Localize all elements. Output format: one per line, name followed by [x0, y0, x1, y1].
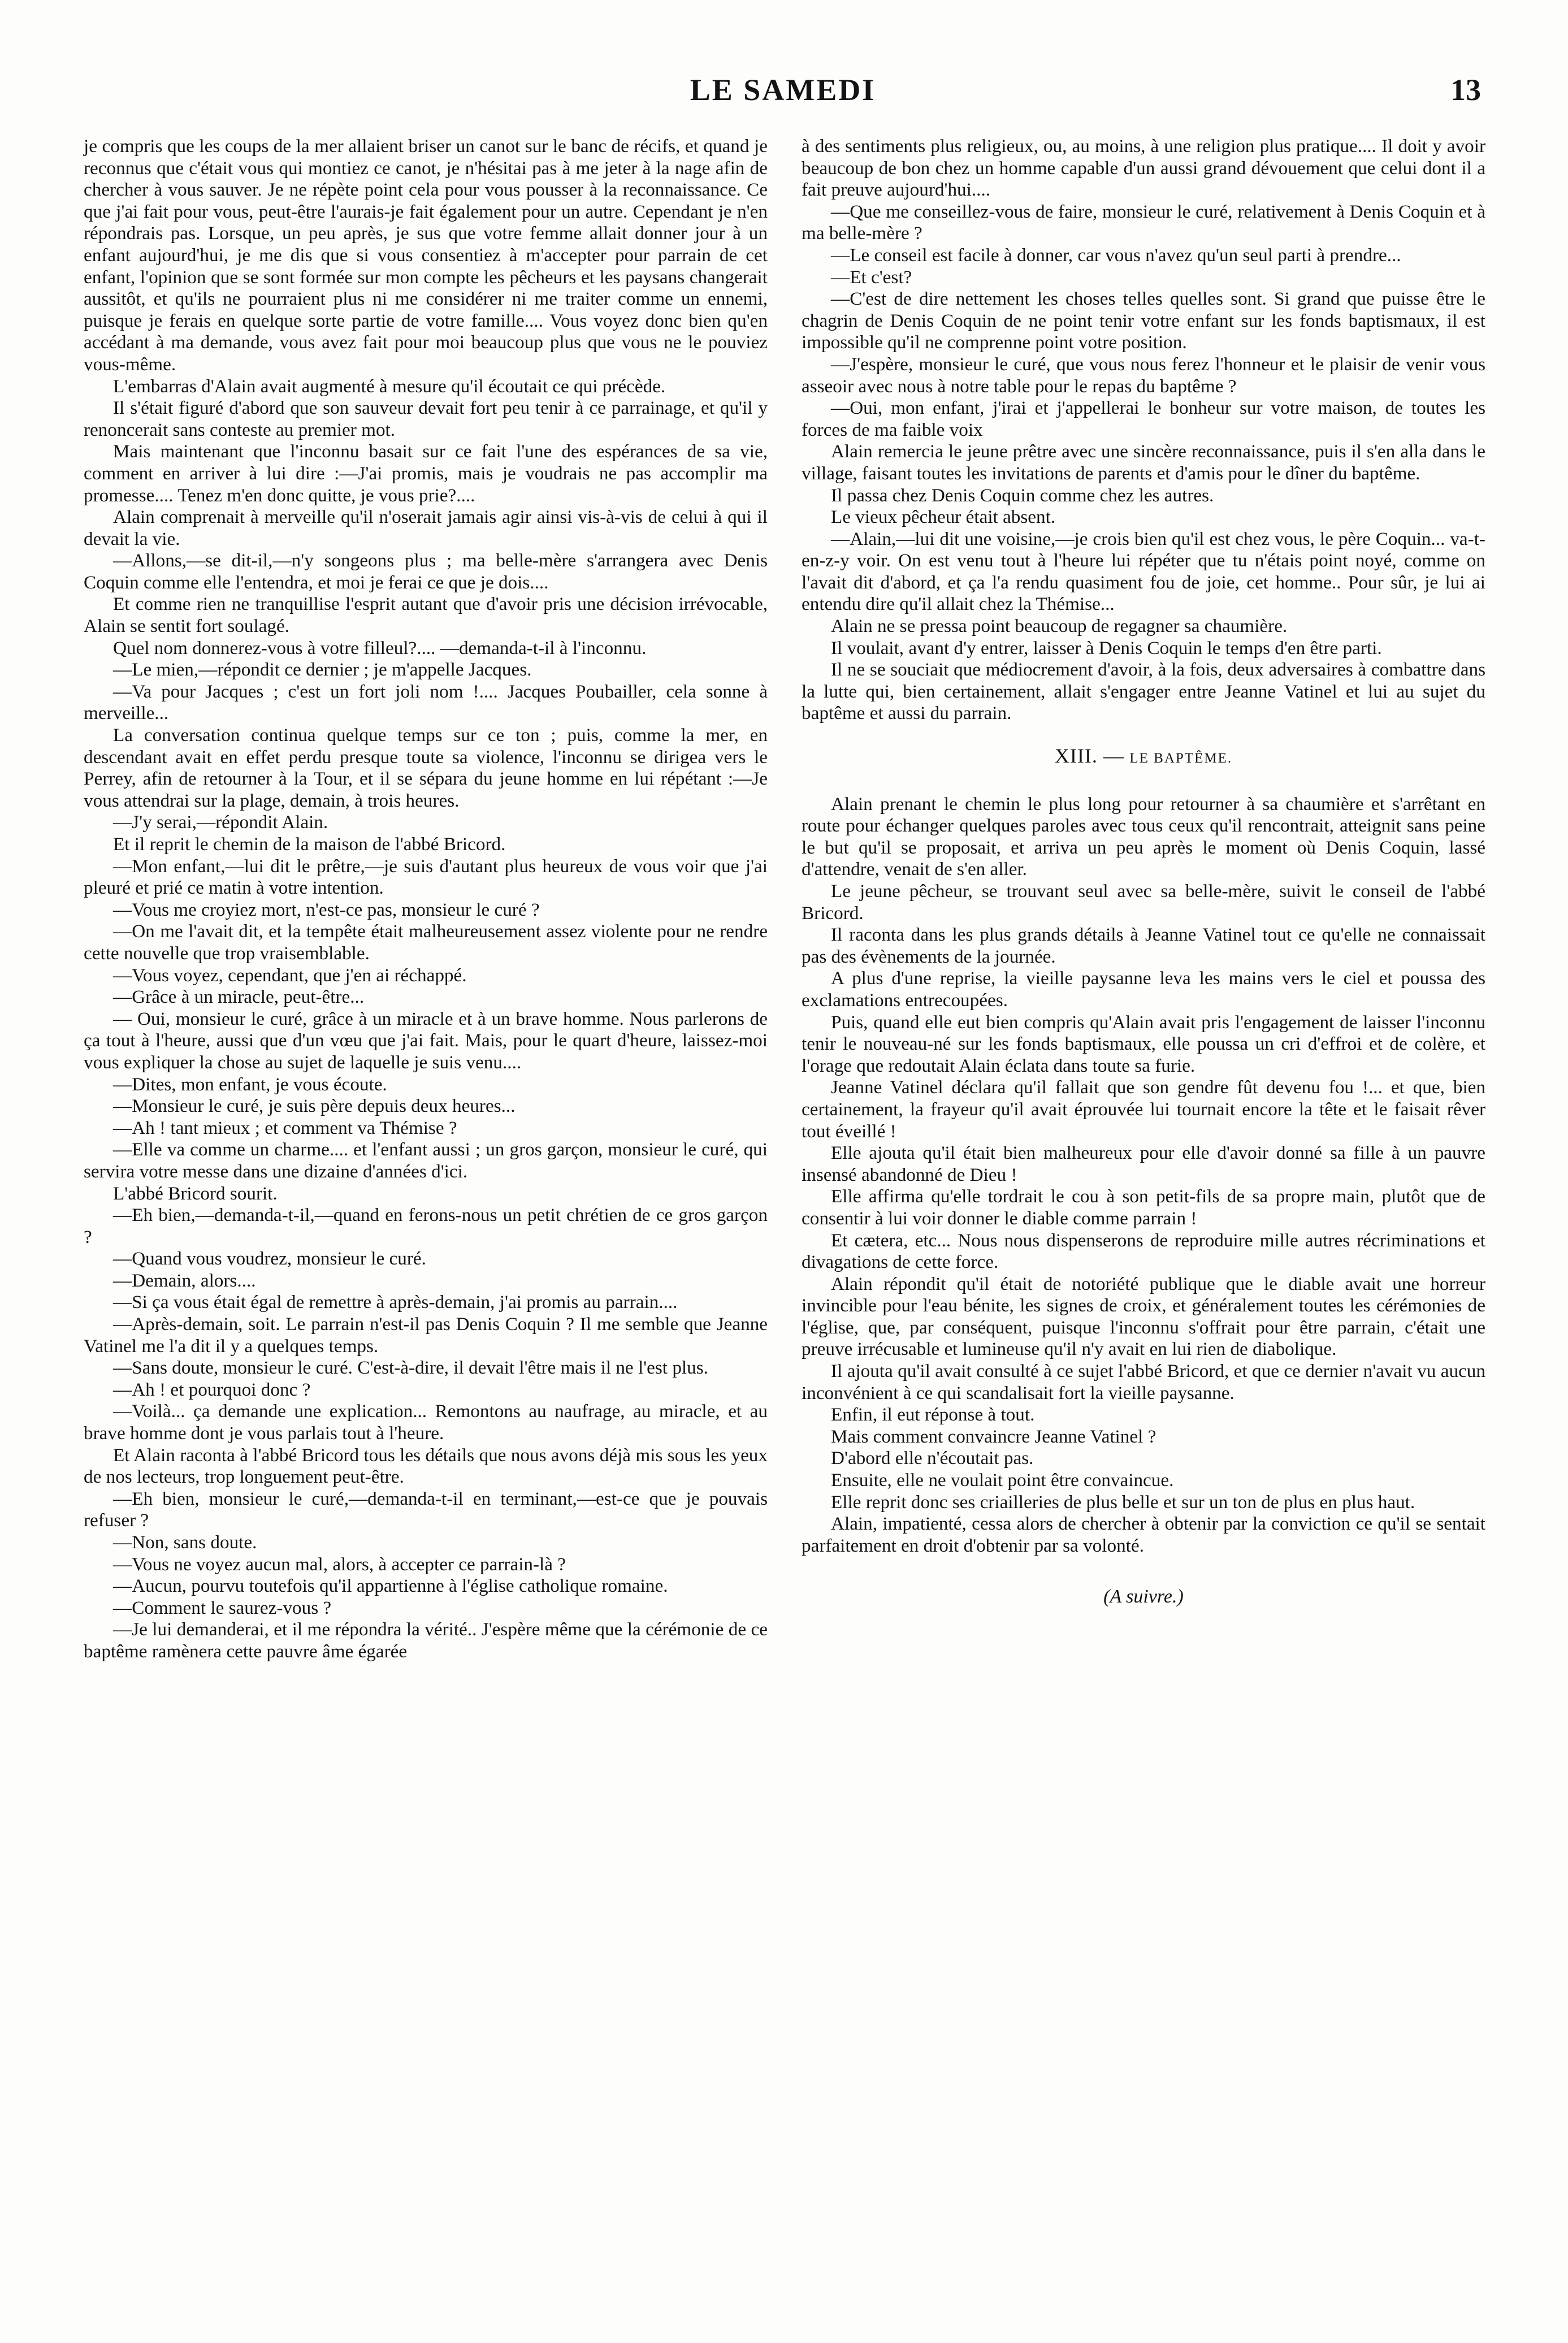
paragraph: Jeanne Vatinel déclara qu'il fallait que son gendre fût devenu fou !... et que, bien certainement, la frayeur qu'il avait éprouvée lui tournait encore la tête et le faisait rêver tout éveillé ! — [802, 1077, 1485, 1142]
paragraph: Puis, quand elle eut bien compris qu'Alain avait pris l'engagement de laisser l'inconnu tenir le nouveau-né sur les fonds baptismaux, elle poussa un cri d'effroi et de colère, et l'orage que redoutait Alain éclata dans toute sa furie. — [802, 1011, 1485, 1076]
paragraph: Le jeune pêcheur, se trouvant seul avec sa belle-mère, suivit le conseil de l'abbé Bricord. — [802, 881, 1485, 924]
chapter-heading — [802, 745, 1485, 770]
paragraph: —Oui, mon enfant, j'irai et j'appellerai le bonheur sur votre maison, de toutes les forces de ma faible voix — [802, 397, 1485, 440]
paragraph: —J'y serai,—répondit Alain. — [113, 812, 328, 833]
paragraph: —Voilà... ça demande une explication... Remontons au naufrage, au miracle, et au brave homme dont je vous parlais tout à l'heure. — [84, 1401, 768, 1444]
paragraph: —Si ça vous était égal de remettre à après-demain, j'ai promis au parrain.... — [113, 1292, 678, 1313]
paragraph: —Non, sans doute. — [113, 1532, 257, 1553]
page-number: 13 — [1450, 73, 1481, 107]
paragraph: —Allons,—se dit-il,—n'y songeons plus ; ma belle-mère s'arrangera avec Denis Coquin comme elle l'entendra, et moi je ferai ce que je dois.... — [84, 550, 768, 593]
paragraph: — Oui, monsieur le curé, grâce à un miracle et à un brave homme. Nous parlerons de ça tout à l'heure, aussi que d'un vœu que j'ai fait. Mais, pour le quart d'heure, laissez-moi vous expliquer la chose au sujet de laquelle je suis venu.... — [84, 1008, 768, 1073]
paragraph: —Comment le saurez-vous ? — [113, 1597, 332, 1618]
paragraph: Il ne se souciait que médiocrement d'avoir, à la fois, deux adversaires à combattre dans la lutte qui, bien certainement, allait s'engager entre Jeanne Vatinel et lui au sujet du baptême et aussi du parrain. — [802, 659, 1485, 724]
paragraph: —Va pour Jacques ; c'est un fort joli nom !.... Jacques Poubailler, cela sonne à merveille... — [84, 681, 768, 724]
paragraph: je compris que les coups de la mer allaient briser un canot sur le banc de récifs, et quand je reconnus que c'était vous qui montiez ce canot, je n'hésitai pas à me jeter à la nage afin de chercher à vous sauver. Je ne répète point cela pour vous pousser à la reconnaissance. Ce que j'ai fait pour vous, peut-être l'aurais-je fait également pour un autre. Cependant je n'en répondrais pas. Lorsque, un peu après, je sus que votre femme allait donner jour à un enfant aujourd'hui, je me dis que si vous consentiez à m'accepter pour parrain de cet enfant, l'opinion que se sont formée sur mon compte les pêcheurs et les paysans changerait aussitôt, et qu'ils ne pourraient plus ni me considérer ni me traiter comme un ennemi, puisque je ferais en quelque sorte partie de votre famille.... Vous voyez donc bien qu'en accédant à ma demande, vous avez fait pour moi beaucoup plus que vous ne le pouviez vous-même. — [84, 136, 768, 375]
paragraph: —Je lui demanderai, et il me répondra la vérité.. J'espère même que la cérémonie de ce baptême ramènera cette pauvre âme égarée — [84, 1619, 768, 1662]
paragraph: Alain répondit qu'il était de notoriété publique que le diable avait une horreur invincible pour l'eau bénite, les signes de croix, et généralement toutes les cérémonies de l'église, que, par conséquent, puisque l'inconnu s'offrait pour être parrain, c'était une preuve irrécusable et lumineuse qu'il n'y avait en lui rien de diabolique. — [802, 1273, 1485, 1360]
paragraph: Alain comprenait à merveille qu'il n'oserait jamais agir ainsi vis-à-vis de celui à qui il devait la vie. — [84, 506, 768, 549]
paragraph: L'embarras d'Alain avait augmenté à mesure qu'il écoutait ce qui précède. — [113, 375, 666, 397]
paragraph: Enfin, il eut réponse à tout. — [831, 1404, 1035, 1426]
paragraph: Elle affirma qu'elle tordrait le cou à son petit-fils de sa propre main, plutôt que de consentir à lui voir donner le diable comme parrain ! — [802, 1186, 1485, 1229]
paragraph: —Grâce à un miracle, peut-être... — [113, 986, 365, 1008]
paragraph: —Dites, mon enfant, je vous écoute. — [113, 1073, 387, 1095]
paragraph: La conversation continua quelque temps sur ce ton ; puis, comme la mer, en descendant avait en effet perdu presque toute sa violence, l'inconnu se dirigea vers le Perrey, afin de retourner à la Tour, et il se sépara du jeune homme en lui répétant :—Je vous attendrai sur la plage, demain, à trois heures. — [84, 725, 768, 811]
paragraph: Il passa chez Denis Coquin comme chez les autres. — [831, 484, 1214, 506]
paragraph: Quel nom donnerez-vous à votre filleul?.... —demanda-t-il à l'inconnu. — [113, 637, 647, 659]
paragraph: Mais maintenant que l'inconnu basait sur ce fait l'une des espérances de sa vie, comment en arriver à lui dire :—J'ai promis, mais je voudrais ne pas accomplir ma promesse.... Tenez m'en donc quitte, je vous prie?.... — [84, 441, 768, 506]
paragraph: Alain prenant le chemin le plus long pour retourner à sa chaumière et s'arrêtant en route pour échanger quelques paroles avec tous ceux qu'il rencontrait, atteignit sans peine le but qu'il se proposait, et arriva un peu après le moment où Denis Coquin, lassé d'attendre, venait de s'en aller. — [802, 793, 1485, 880]
paragraph: Il raconta dans les plus grands détails à Jeanne Vatinel tout ce qu'elle ne connaissait pas des évènements de la journée. — [802, 924, 1485, 967]
paragraph: —Vous me croyiez mort, n'est-ce pas, monsieur le curé ? — [113, 899, 540, 920]
paragraph: —Sans doute, monsieur le curé. C'est-à-dire, il devait l'être mais il ne l'est plus. — [113, 1357, 708, 1379]
paragraph: —Elle va comme un charme.... et l'enfant aussi ; un gros garçon, monsieur le curé, qui servira votre messe dans une dizaine d'années d'ici. — [84, 1139, 768, 1182]
paragraph: —Après-demain, soit. Le parrain n'est-il pas Denis Coquin ? Il me semble que Jeanne Vatinel me l'a dit il y a quelques temps. — [84, 1314, 768, 1357]
chapter-title: LE BAPTÊME. — [1129, 751, 1233, 766]
paragraph: Et cætera, etc... Nous nous dispenserons de reproduire mille autres récriminations et divagations de cette force. — [802, 1229, 1485, 1273]
paragraph: Il s'était figuré d'abord que son sauveur devait fort peu tenir à ce parrainage, et qu'il y renoncerait sans conteste au premier mot. — [84, 397, 768, 440]
paragraph: Ensuite, elle ne voulait point être convaincue. — [831, 1470, 1174, 1491]
paragraph: Et Alain raconta à l'abbé Bricord tous les détails que nous avons déjà mis sous les yeux de nos lecteurs, trop longuement peut-être. — [84, 1444, 768, 1488]
paragraph: —Et c'est? — [831, 266, 912, 288]
paragraph: —Mon enfant,—lui dit le prêtre,—je suis d'autant plus heureux de vous voir que j'ai pleuré et prié ce matin à votre intention. — [84, 855, 768, 899]
paragraph: —C'est de dire nettement les choses telles quelles sont. Si grand que puisse être le chagrin de Denis Coquin de ne point tenir votre enfant sur les fonds baptismaux, il est impossible qu'il ne comprenne point votre position. — [802, 288, 1485, 353]
paragraph: D'abord elle n'écoutait pas. — [831, 1448, 1034, 1469]
right-column-text-before-chapter — [802, 136, 1485, 725]
paragraph: —Ah ! et pourquoi donc ? — [113, 1379, 311, 1400]
paragraph: à des sentiments plus religieux, ou, au moins, à une religion plus pratique.... Il doit y avoir beaucoup de bon chez un homme capable d'un aussi grand dévouement que celui dont il a fait preuve aujourd'hui.... — [802, 136, 1485, 201]
chapter-number: XIII. — — [1054, 744, 1124, 768]
paragraph: —J'espère, monsieur le curé, que vous nous ferez l'honneur et le plaisir de venir vous asseoir avec nous à notre table pour le repas du baptême ? — [802, 353, 1485, 397]
right-column — [802, 136, 1485, 1608]
newspaper-title: LE SAMEDI — [690, 73, 876, 107]
paragraph: —Que me conseillez-vous de faire, monsieur le curé, relativement à Denis Coquin et à ma belle-mère ? — [802, 201, 1485, 244]
paragraph: —Vous ne voyez aucun mal, alors, à accepter ce parrain-là ? — [113, 1553, 566, 1575]
paragraph: —Ah ! tant mieux ; et comment va Thémise ? — [113, 1117, 457, 1138]
paragraph: —Quand vous voudrez, monsieur le curé. — [113, 1248, 426, 1270]
paragraph: —On me l'avait dit, et la tempête était malheureusement assez violente pour ne rendre cette nouvelle que trop vraisemblable. — [84, 921, 768, 964]
paragraph: —Eh bien, monsieur le curé,—demanda-t-il en terminant,—est-ce que je pouvais refuser ? — [84, 1488, 768, 1531]
paragraph: —Alain,—lui dit une voisine,—je crois bien qu'il est chez vous, le père Coquin... va-t-en-z-y voir. On est venu tout à l'heure lui répéter que tu n'étais point noyé, comme on l'avait dit d'abord, et ça l'a rendu quasiment fou de joie, cet homme.. Pour sûr, je lui ai entendu dire qu'il allait chez la Thémise... — [802, 528, 1485, 615]
to-be-continued: (A suivre.) — [1103, 1586, 1184, 1608]
paragraph: Alain remercia le jeune prêtre avec une sincère reconnaissance, puis il s'en alla dans le village, faisant toutes les invitations de parents et d'amis pour le dîner du baptême. — [802, 441, 1485, 484]
paragraph: —Aucun, pourvu toutefois qu'il appartienne à l'église catholique romaine. — [113, 1575, 668, 1597]
page-header — [85, 72, 1481, 118]
paragraph: —Demain, alors.... — [113, 1270, 256, 1291]
paragraph: Le vieux pêcheur était absent. — [831, 506, 1056, 528]
paragraph: Il ajouta qu'il avait consulté à ce sujet l'abbé Bricord, et que ce dernier n'avait vu aucun inconvénient à ce qui scandalisait fort la vieille paysanne. — [802, 1361, 1485, 1404]
paragraph: Elle reprit donc ses criailleries de plus belle et sur un ton de plus en plus haut. — [831, 1491, 1415, 1513]
paragraph: —Eh bien,—demanda-t-il,—quand en ferons-nous un petit chrétien de ce gros garçon ? — [84, 1205, 768, 1248]
paragraph: —Le mien,—répondit ce dernier ; je m'appelle Jacques. — [113, 659, 532, 681]
paragraph: —Le conseil est facile à donner, car vous n'avez qu'un seul parti à prendre... — [831, 244, 1401, 266]
paragraph: Et il reprit le chemin de la maison de l'abbé Bricord. — [113, 834, 506, 855]
paragraph: L'abbé Bricord sourit. — [113, 1183, 278, 1204]
paragraph: Elle ajouta qu'il était bien malheureux pour elle d'avoir donné sa fille à un pauvre insensé abandonné de Dieu ! — [802, 1142, 1485, 1185]
paragraph: Il voulait, avant d'y entrer, laisser à Denis Coquin le temps d'en être parti. — [831, 637, 1382, 659]
paragraph: A plus d'une reprise, la vieille paysanne leva les mains vers le ciel et poussa des exclamations entrecoupées. — [802, 968, 1485, 1011]
paragraph: —Monsieur le curé, je suis père depuis deux heures... — [113, 1095, 516, 1117]
paragraph: Et comme rien ne tranquillise l'esprit autant que d'avoir pris une décision irrévocable, Alain se sentit fort soulagé. — [84, 594, 768, 637]
paragraph: —Vous voyez, cependant, que j'en ai réchappé. — [113, 964, 467, 986]
left-column — [84, 136, 768, 1663]
paragraph: Alain ne se pressa point beaucoup de regagner sa chaumière. — [831, 616, 1288, 637]
right-column-text-after-chapter — [802, 794, 1485, 1557]
paragraph: Alain, impatienté, cessa alors de chercher à obtenir par la conviction ce qu'il se sentait parfaitement en droit d'obtenir par sa volonté. — [802, 1513, 1485, 1556]
paragraph: Mais comment convaincre Jeanne Vatinel ? — [831, 1426, 1156, 1447]
